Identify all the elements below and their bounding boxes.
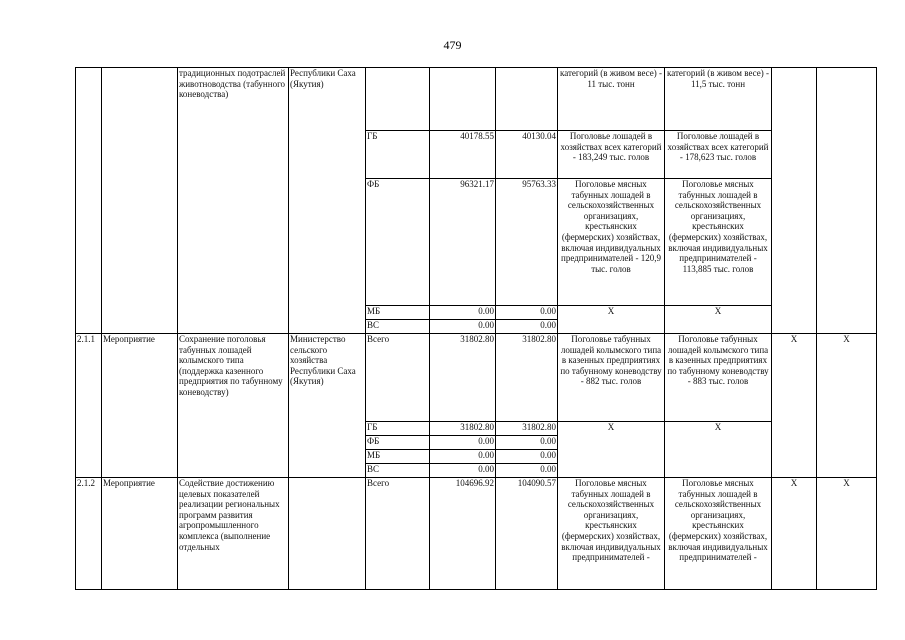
result-2019-cell: Поголовье табунных лошадей колымского типа в казенных предприятиях по табунному коневодству - 882 тыс. голов <box>558 334 665 422</box>
result-2019-cell: Поголовье лошадей в хозяйствах всех категорий - 183,249 тыс. голов <box>558 131 665 179</box>
value-2020-cell: 0.00 <box>496 320 558 334</box>
source-cell: ВС <box>366 464 430 478</box>
table-row <box>76 334 877 422</box>
value-2019-cell: 0.00 <box>430 320 496 334</box>
source-cell: ГБ <box>366 131 430 179</box>
description-cell: Сохранение поголовья табунных лошадей колымского типа (поддержка казенного предприятия по табунному коневодству) <box>178 334 289 478</box>
value-2020-cell: 95763.33 <box>496 179 558 306</box>
value-2019-cell: 0.00 <box>430 450 496 464</box>
result-2020-cell: Поголовье лошадей в хозяйствах всех категорий - 178,623 тыс. голов <box>665 131 772 179</box>
mark-a-cell: Х <box>772 334 817 478</box>
table-row <box>76 478 877 590</box>
source-cell: ВС <box>366 320 430 334</box>
result-2019-cell: Х <box>558 306 665 334</box>
source-cell: ФБ <box>366 179 430 306</box>
mark-a-cell: Х <box>772 478 817 590</box>
num-cell <box>76 68 102 334</box>
value-2020-cell: 104090.57 <box>496 478 558 590</box>
page-number: 479 <box>443 38 462 52</box>
value-2020-cell: 31802.80 <box>496 422 558 436</box>
result-2019-cell: Поголовье мясных табунных лошадей в сельскохозяйственных организациях, крестьянских (фермерских) хозяйствах, включая индивидуальных предпринимателей - <box>558 478 665 590</box>
result-2019-cell: Х <box>558 422 665 478</box>
program-table <box>75 67 877 590</box>
executor-cell: Министерство сельского хозяйства Республики Саха (Якутия) <box>289 334 366 478</box>
result-2020-cell: категорий (в живом весе) - 11,5 тыс. тонн <box>665 68 772 131</box>
result-2020-cell: Х <box>665 306 772 334</box>
source-cell: ГБ <box>366 422 430 436</box>
mark-b-cell: Х <box>817 478 877 590</box>
value-2020-cell: 0.00 <box>496 464 558 478</box>
value-2020-cell: 0.00 <box>496 306 558 320</box>
result-2019-cell: категорий (в живом весе) - 11 тыс. тонн <box>558 68 665 131</box>
mark-b-cell <box>817 68 877 334</box>
value-2019-cell: 31802.80 <box>430 422 496 436</box>
value-2019-cell: 0.00 <box>430 436 496 450</box>
source-cell: МБ <box>366 450 430 464</box>
value-2019-cell <box>430 68 496 131</box>
value-2019-cell: 104696.92 <box>430 478 496 590</box>
result-2019-cell: Поголовье мясных табунных лошадей в сельскохозяйственных организациях, крестьянских (фермерских) хозяйствах, включая индивидуальных предпринимателей - 120,9 тыс. голов <box>558 179 665 306</box>
executor-cell: Республики Саха (Якутия) <box>289 68 366 334</box>
value-2020-cell <box>496 68 558 131</box>
table-row <box>76 68 877 131</box>
value-2020-cell: 0.00 <box>496 436 558 450</box>
type-cell: Мероприятие <box>102 478 178 590</box>
value-2019-cell: 0.00 <box>430 464 496 478</box>
description-cell: Содействие достижению целевых показателей реализации региональных программ развития агропромышленного комплекса (выполнение отдельных <box>178 478 289 590</box>
result-2020-cell: Поголовье табунных лошадей колымского типа в казенных предприятиях по табунному коневодству - 883 тыс. голов <box>665 334 772 422</box>
description-cell: традиционных подотраслей животноводства (табунного коневодства) <box>178 68 289 334</box>
value-2020-cell: 40130.04 <box>496 131 558 179</box>
result-2020-cell: Х <box>665 422 772 478</box>
value-2019-cell: 0.00 <box>430 306 496 320</box>
value-2020-cell: 0.00 <box>496 450 558 464</box>
source-cell: МБ <box>366 306 430 320</box>
value-2019-cell: 40178.55 <box>430 131 496 179</box>
mark-b-cell: Х <box>817 334 877 478</box>
type-cell: Мероприятие <box>102 334 178 478</box>
num-cell: 2.1.1 <box>76 334 102 478</box>
mark-a-cell <box>772 68 817 334</box>
result-2020-cell: Поголовье мясных табунных лошадей в сельскохозяйственных организациях, крестьянских (фермерских) хозяйствах, включая индивидуальных предпринимателей - <box>665 478 772 590</box>
source-cell <box>366 68 430 131</box>
value-2019-cell: 96321.17 <box>430 179 496 306</box>
source-cell: Всего <box>366 334 430 422</box>
type-cell <box>102 68 178 334</box>
source-cell: Всего <box>366 478 430 590</box>
value-2019-cell: 31802.80 <box>430 334 496 422</box>
value-2020-cell: 31802.80 <box>496 334 558 422</box>
executor-cell <box>289 478 366 590</box>
result-2020-cell: Поголовье мясных табунных лошадей в сельскохозяйственных организациях, крестьянских (фермерских) хозяйствах, включая индивидуальных предпринимателей - 113,885 тыс. голов <box>665 179 772 306</box>
source-cell: ФБ <box>366 436 430 450</box>
num-cell: 2.1.2 <box>76 478 102 590</box>
